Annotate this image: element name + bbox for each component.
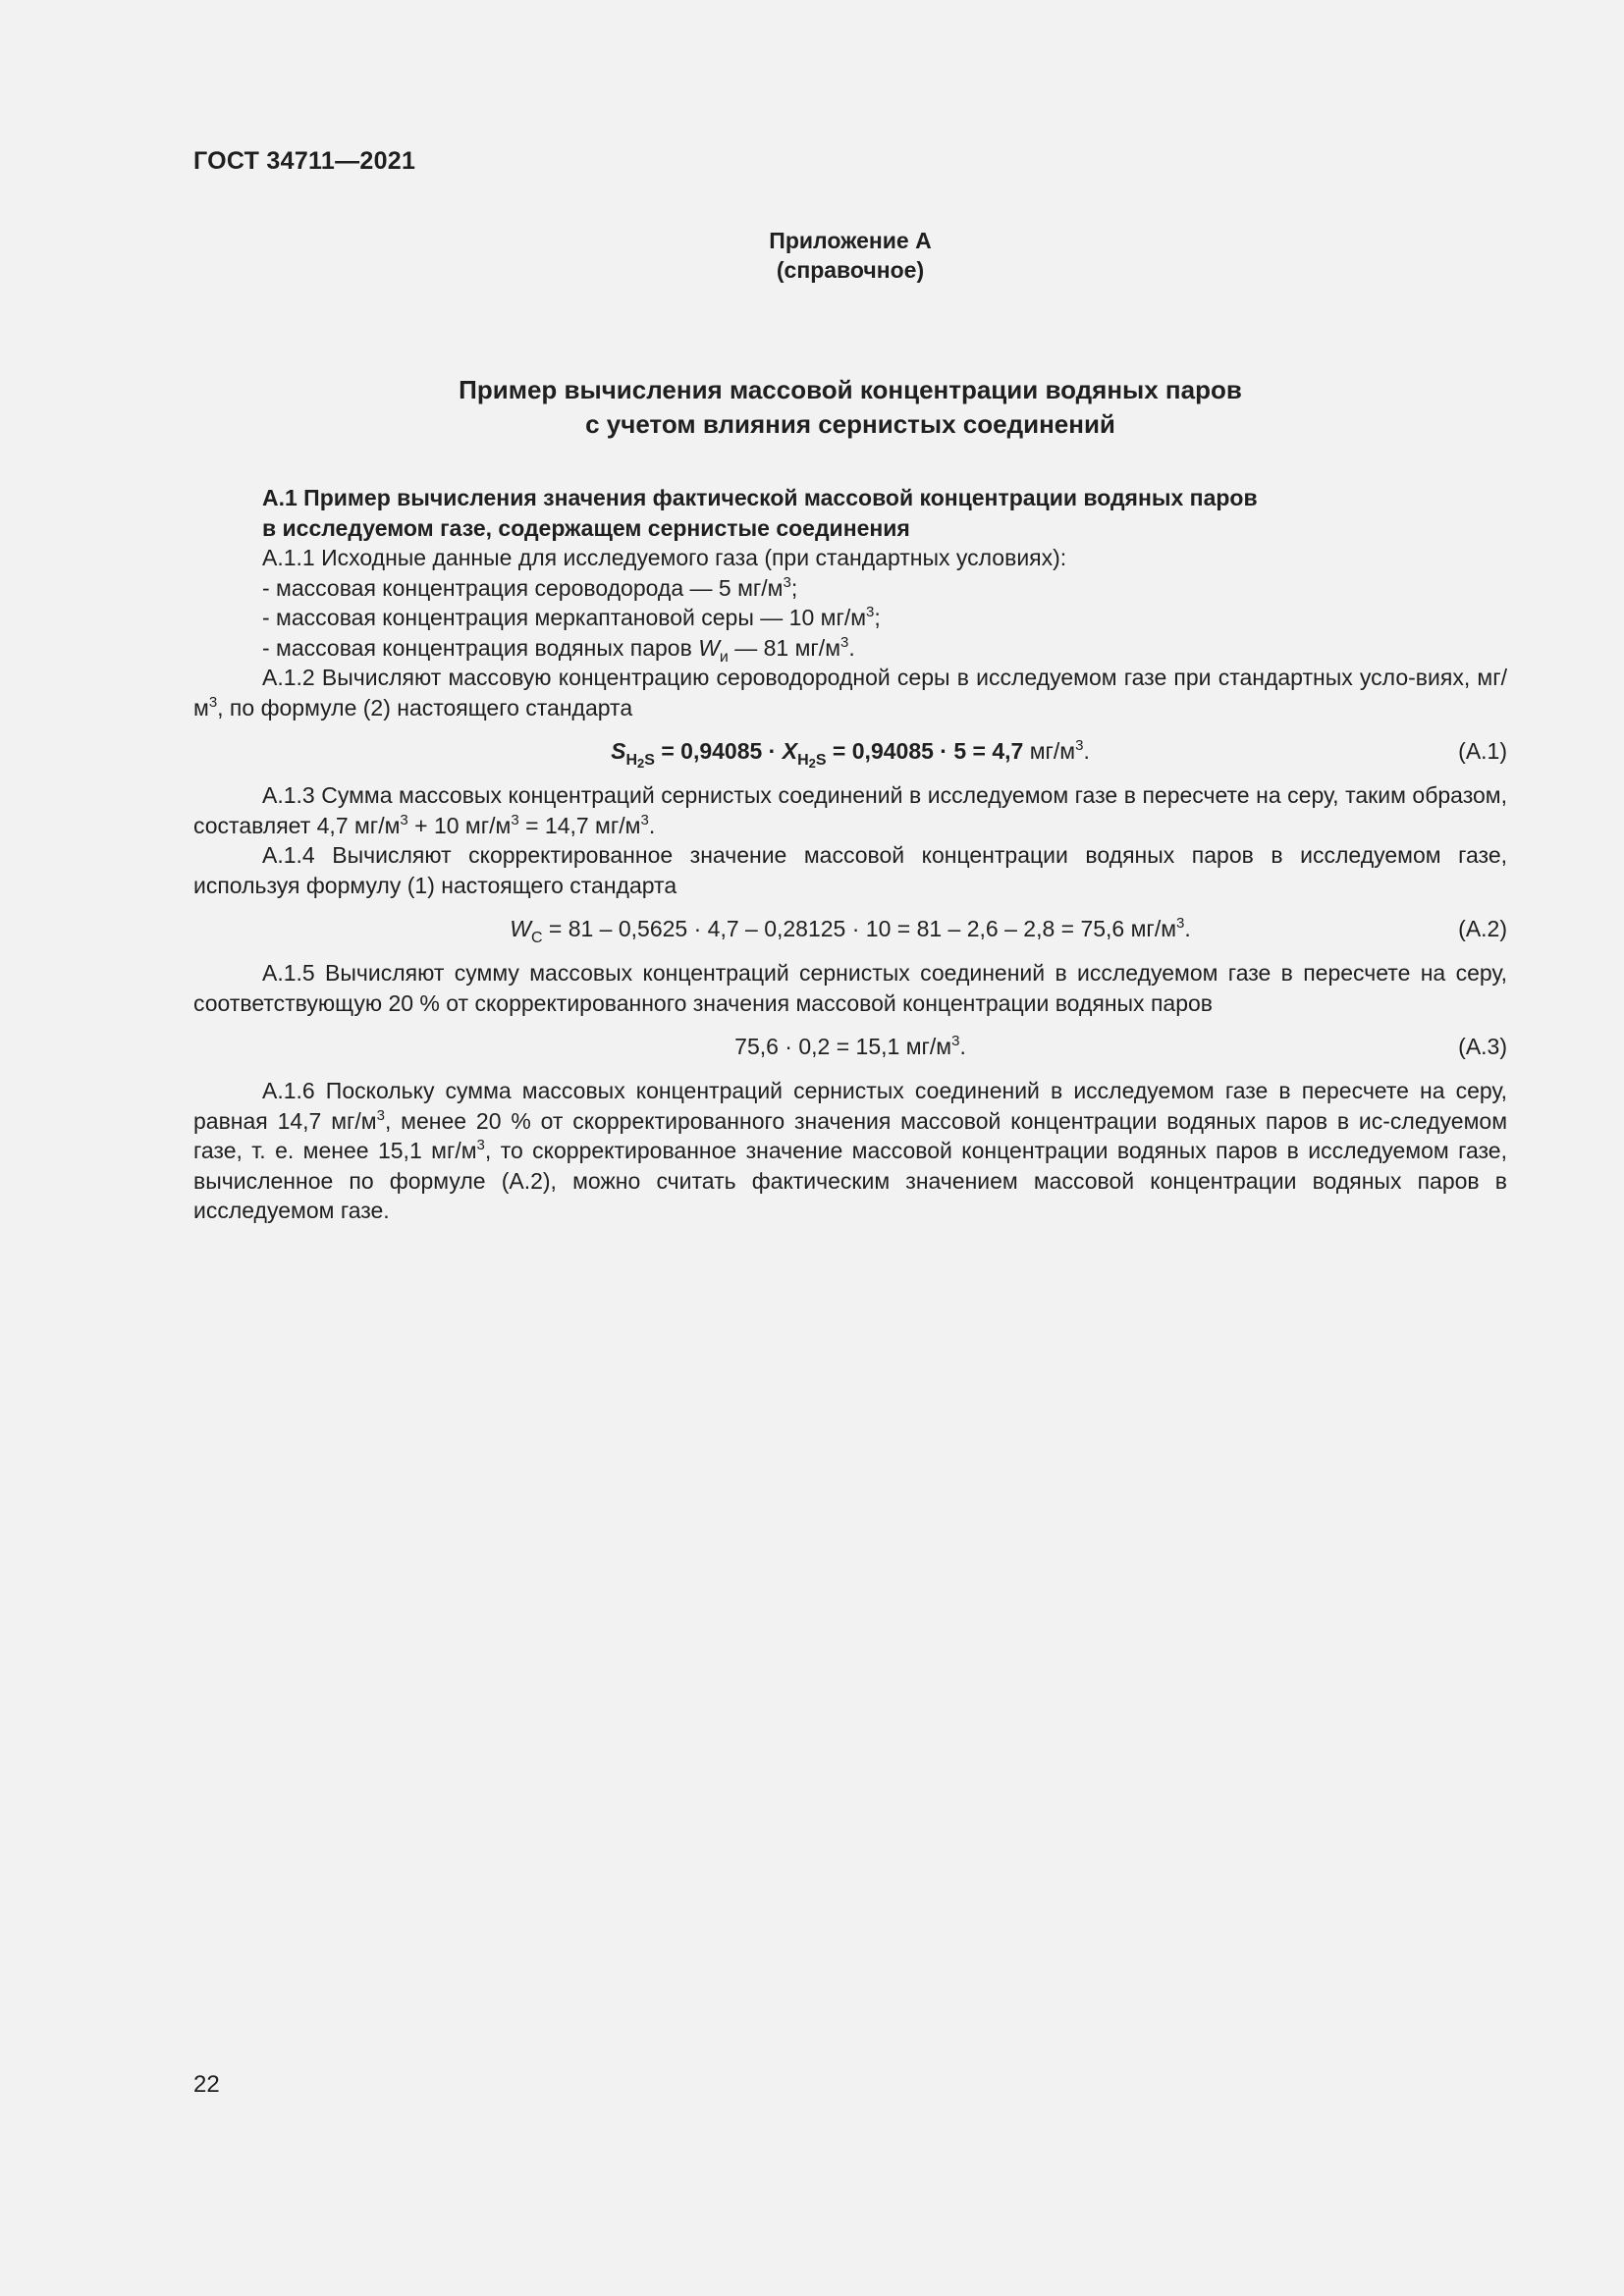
document-body [193,483,1507,1226]
annex-title-line2: с учетом влияния сернистых соединений [585,409,1115,439]
annex-heading [193,226,1507,285]
formula-a3: 75,6 · 0,2 = 15,1 $мг/м^3$. (А.3) [193,1032,1507,1063]
document-code: ГОСТ 34711—2021 [193,147,416,175]
list-item-mercaptan: - массовая концентрация меркаптановой серы — 10 $мг/м^3$; [262,604,881,630]
equation-number-a1: (А.1) [1458,738,1507,764]
paragraph-a12: А.1.2 Вычисляют массовую концентрацию сероводородной серы в исследуемом газе при стандартных усло-виях, $мг/м^3$, по формуле (2) настоящего стандарта [193,665,1507,721]
page-number: 22 [193,2071,220,2098]
paragraph-a16: А.1.6 Поскольку сумма массовых концентраций сернистых соединений в исследуемом газе в пересчете на серу, равная 14,7 $мг/м^3$, менее 20 % от скорректированного значения массовой концентрации водяных паров в ис-следуемом газе, т. е. менее 15,1 $мг/м^3$, то скорректированное значение массовой концентрации водяных паров в исследуемом газе, вычисленное по формуле (А.2), можно считать фактическим значением массовой концентрации водяных паров в исследуемом газе. [193,1078,1508,1223]
formula-a1: $S_{H2S} = 0,94085 \cdot X_{H2S} = 0,94085 \cdot 5 = 4,7$ $мг/м^3$. (А.1) [611,737,1507,771]
annex-type: (справочное) [776,257,925,283]
annex-title [193,373,1507,442]
section-heading-line2: в исследуемом газе, содержащем сернистые соединения [262,514,910,541]
paragraph-a11-intro: А.1.1 Исходные данные для исследуемого газа (при стандартных условиях): [262,545,1067,570]
formula-a1-body: $S_{H2S} = 0,94085 \cdot X_{H2S} = 0,94085 \cdot 5 = 4,7$ [611,738,1024,771]
paragraph-a14: А.1.4 Вычисляют скорректированное значение массовой концентрации водяных паров в исследуемом газе, используя формулу (1) настоящего стандарта [193,842,1507,898]
formula-a2: $W_С = 81 - 0,5625 \cdot 4,7 - 0,28125 \cdot 10 = 81 - 2,6 - 2,8 = 75,6$ $мг/м^3$. (А.2) [510,915,1507,946]
section-heading-line1: А.1 Пример вычисления значения фактической массовой концентрации водяных паров [262,485,1258,510]
list-item-water-vapor: - массовая концентрация водяных паров $W_и$ — 81 $мг/м^3$. [262,633,855,666]
annex-title-line1: Пример вычисления массовой концентрации водяных паров [459,375,1242,404]
list-item-h2s: - массовая концентрация сероводорода — 5 $мг/м^3$; [262,573,798,601]
section-heading [193,483,1507,543]
paragraph-a15: А.1.5 Вычисляют сумму массовых концентраций сернистых соединений в исследуемом газе в пересчете на серу, соответствующую 20 % от скорректированного значения массовой концентрации водяных паров [193,960,1507,1016]
equation-number-a2: (А.2) [1458,916,1507,941]
annex-label: Приложение А [769,228,932,253]
paragraph-a13: А.1.3 Сумма массовых концентраций сернистых соединений в исследуемом газе в пересчете на серу, таким образом, составляет 4,7 $мг/м^3 + 10$ $мг/м^3 = 14,7$ $мг/м^3$. [193,782,1507,838]
equation-number-a3: (А.3) [1458,1034,1507,1059]
